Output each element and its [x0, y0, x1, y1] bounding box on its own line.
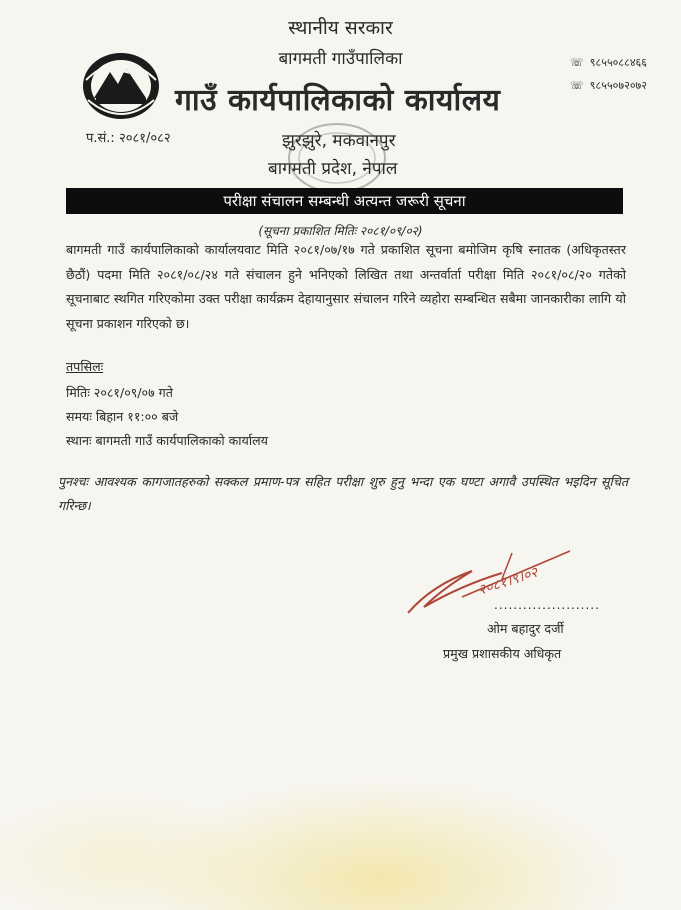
notice-body: बागमती गाउँ कार्यपालिकाको कार्यालयवाट मिति २०८१/०७/१७ गते प्रकाशित सूचना बमोजिम कृषि स्नातक (अधिकृतस्तर छैठौं) पदमा मिति २०८१/०८/२४ गते संचालन हुने भनिएको लिखित तथा अन्तर्वार्ता परीक्षा मिति २०८१/०८/२० गतेको सूचनाबाट स्थगित गरिएकोमा उक्त परीक्षा कार्यक्रम देहायानुसार संचालन गरिने व्यहोरा सम्बन्धित सबैमा जानकारीका लागि यो सूचना प्रकाशन गरिएको छ।: [66, 242, 627, 331]
postscript-note: पुनश्चः आवश्यक कागजातहरुको सक्कल प्रमाण-पत्र सहित परीक्षा शुरु हुनु भन्दा एक घण्टा अगावै उपस्थित भइदिन सूचित गरिन्छ।: [58, 474, 628, 513]
municipality-name: बागमती गाउँपालिका: [278, 49, 403, 69]
office-stamp-icon: [282, 118, 392, 198]
phone-number-2: [570, 78, 647, 93]
phone-2-value: ९८५५०७२०७२: [589, 79, 647, 92]
signature-date: २०८१।९।०२: [476, 564, 540, 599]
details-heading: तपसिलः: [66, 359, 104, 374]
telephone-icon: ☏: [570, 56, 584, 69]
signatory-designation: प्रमुख प्रशासकीय अधिकृत: [443, 646, 562, 661]
telephone-icon: ☏: [570, 79, 584, 92]
phone-number-1: [570, 55, 647, 70]
notice-title: परीक्षा संचालन सम्बन्धी अत्यन्त जरूरी सूचना: [66, 188, 623, 214]
reference-number: प.सं.: २०८१/०८२: [86, 131, 171, 146]
government-label: स्थानीय सरकार: [288, 17, 393, 39]
exam-venue: स्थानः बागमती गाउँ कार्यपालिकाको कार्यालय: [66, 433, 268, 448]
address-line-1: झुरझुरे, मकवानपुर: [282, 131, 396, 151]
signature-line: ......................: [494, 598, 600, 612]
office-name: गाउँ कार्यपालिकाको कार्यालय: [175, 83, 501, 118]
signatory-name: ओम बहादुर दर्जी: [487, 621, 564, 636]
published-date: (सूचना प्रकाशित मितिः २०८१/०९/०२): [258, 224, 423, 238]
exam-time: समयः बिहान ११:०० बजे: [66, 409, 179, 424]
phone-1-value: ९८५५०८८४६६: [589, 56, 647, 69]
address-line-2: बागमती प्रदेश, नेपाल: [268, 159, 398, 179]
exam-date: मितिः २०८१/०९/०७ गते: [66, 385, 173, 400]
